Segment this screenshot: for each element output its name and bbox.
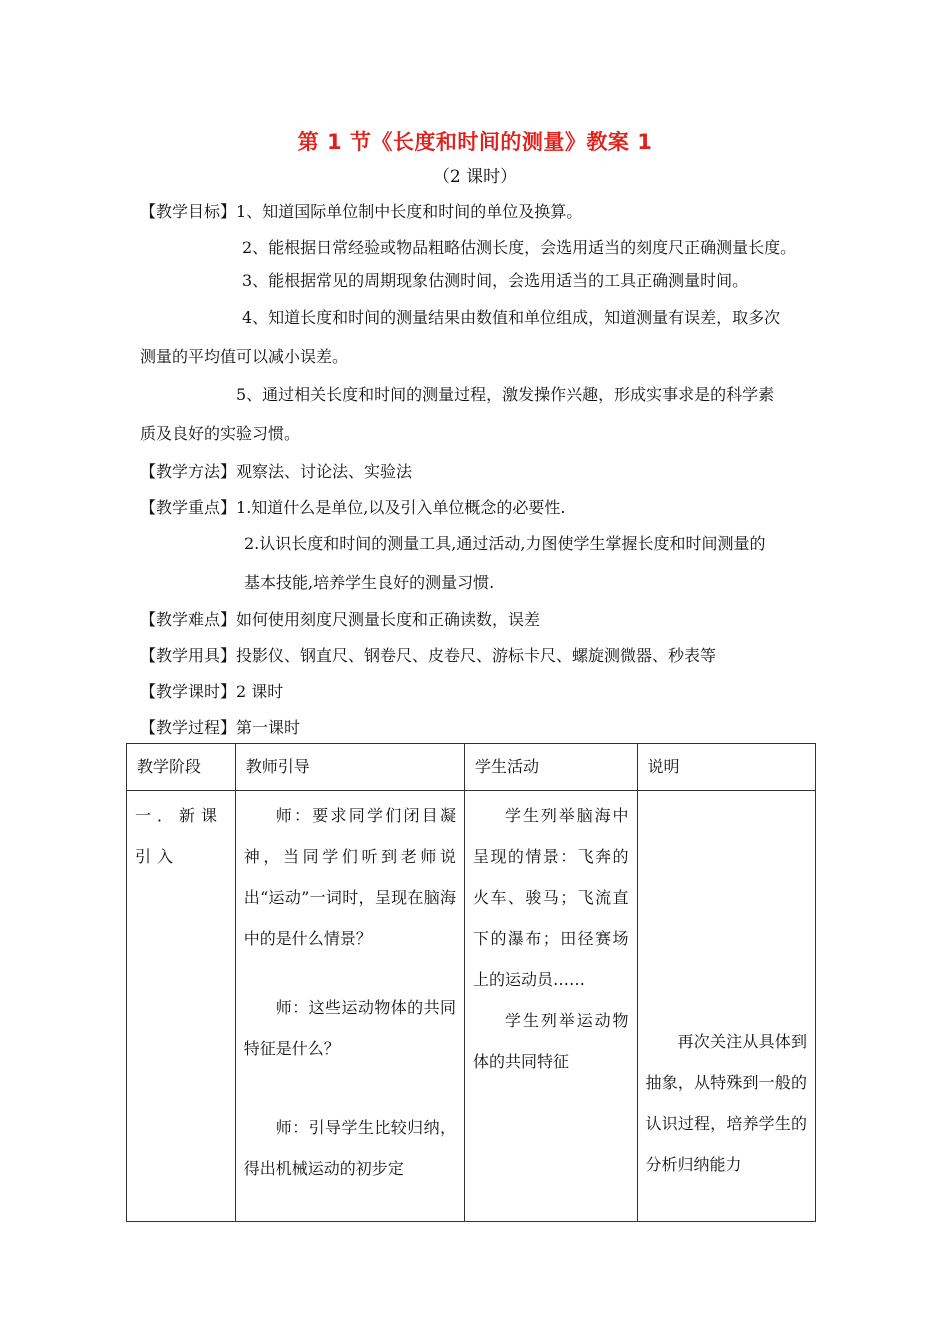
process-line	[140, 717, 300, 739]
objective-item-1: 1、知道国际单位制中长度和时间的单位及换算。	[236, 202, 583, 221]
student-cell	[465, 791, 637, 1222]
objectives-label: 【教学目标】	[140, 202, 237, 221]
student-paragraph-1: 学生列举脑海中呈现的情景：飞奔的火车、骏马；飞流直下的瀑布；田径赛场上的运动员……	[473, 806, 629, 989]
key-point-item-1: 1.知道什么是单位,以及引入单位概念的必要性.	[236, 498, 566, 517]
hours-label: 【教学课时】	[140, 682, 237, 701]
teacher-paragraph-3: 师：引导学生比较归纳，得出机械运动的初步定	[243, 1118, 457, 1178]
objectives-line-1	[140, 201, 582, 223]
header-note: 说明	[647, 757, 680, 776]
stage-cell	[127, 791, 236, 1222]
student-paragraph-2: 学生列举运动物体的共同特征	[473, 1011, 629, 1071]
key-point-item-2-line-2: 基本技能,培养学生良好的测量习惯.	[244, 573, 495, 592]
hours-line	[140, 681, 283, 703]
teacher-paragraph-1: 师：要求同学们闭目凝神，当同学们听到老师说出“运动”一词时，呈现在脑海中的是什么情景？	[243, 806, 457, 948]
difficulties-text: 如何使用刻度尺测量长度和正确读数，误差	[236, 610, 541, 629]
tools-label: 【教学用具】	[140, 646, 237, 665]
objective-item-4-line-1: 4、知道长度和时间的测量结果由数值和单位组成，知道测量有误差，取多次	[242, 308, 781, 327]
note-paragraph: 再次关注从具体到抽象，从特殊到一般的认识过程，培养学生的分析归纳能力	[645, 1032, 807, 1174]
table-header-cell	[127, 744, 236, 791]
table-row	[127, 791, 816, 1222]
header-teacher: 教师引导	[245, 757, 310, 776]
tools-line	[140, 645, 716, 667]
stage-text: 一．新课引入	[135, 806, 224, 866]
methods-label: 【教学方法】	[140, 462, 237, 481]
key-point-item-2-line-1: 2.认识长度和时间的测量工具,通过活动,力图使学生掌握长度和时间测量的	[244, 534, 766, 553]
difficulties-label: 【教学难点】	[140, 610, 237, 629]
teacher-paragraph-2: 师：这些运动物体的共同特征是什么？	[243, 998, 457, 1058]
objective-item-4-line-2: 测量的平均值可以减小误差。	[140, 347, 349, 366]
key-points-label: 【教学重点】	[140, 498, 237, 517]
methods-text: 观察法、讨论法、实验法	[236, 462, 413, 481]
difficulties-line	[140, 609, 540, 631]
table-header-cell	[637, 744, 815, 791]
teacher-cell	[235, 791, 464, 1222]
lesson-table	[126, 743, 816, 1222]
table-header-cell	[235, 744, 464, 791]
document-subtitle: （2 课时）	[432, 167, 518, 187]
table-header-cell	[465, 744, 637, 791]
objective-item-5-line-2: 质及良好的实验习惯。	[140, 424, 301, 443]
note-cell	[637, 791, 815, 1222]
key-points-line-1	[140, 497, 565, 519]
methods-line	[140, 461, 412, 483]
document-title: 第 1 节《长度和时间的测量》教案 1	[297, 130, 653, 154]
objective-item-5-line-1: 5、通过相关长度和时间的测量过程，激发操作兴趣，形成实事求是的科学素	[236, 385, 775, 404]
process-text: 第一课时	[236, 718, 301, 737]
header-student: 学生活动	[475, 757, 540, 776]
header-stage: 教学阶段	[137, 757, 202, 776]
objective-item-2: 2、能根据日常经验或物品粗略估测长度，会选用适当的刻度尺正确测量长度。	[242, 238, 797, 257]
hours-text: 2 课时	[236, 682, 284, 701]
table-header-row	[127, 744, 816, 791]
process-label: 【教学过程】	[140, 718, 237, 737]
tools-text: 投影仪、钢直尺、钢卷尺、皮卷尺、游标卡尺、螺旋测微器、秒表等	[236, 646, 717, 665]
objective-item-3: 3、能根据常见的周期现象估测时间，会选用适当的工具正确测量时间。	[242, 271, 749, 290]
